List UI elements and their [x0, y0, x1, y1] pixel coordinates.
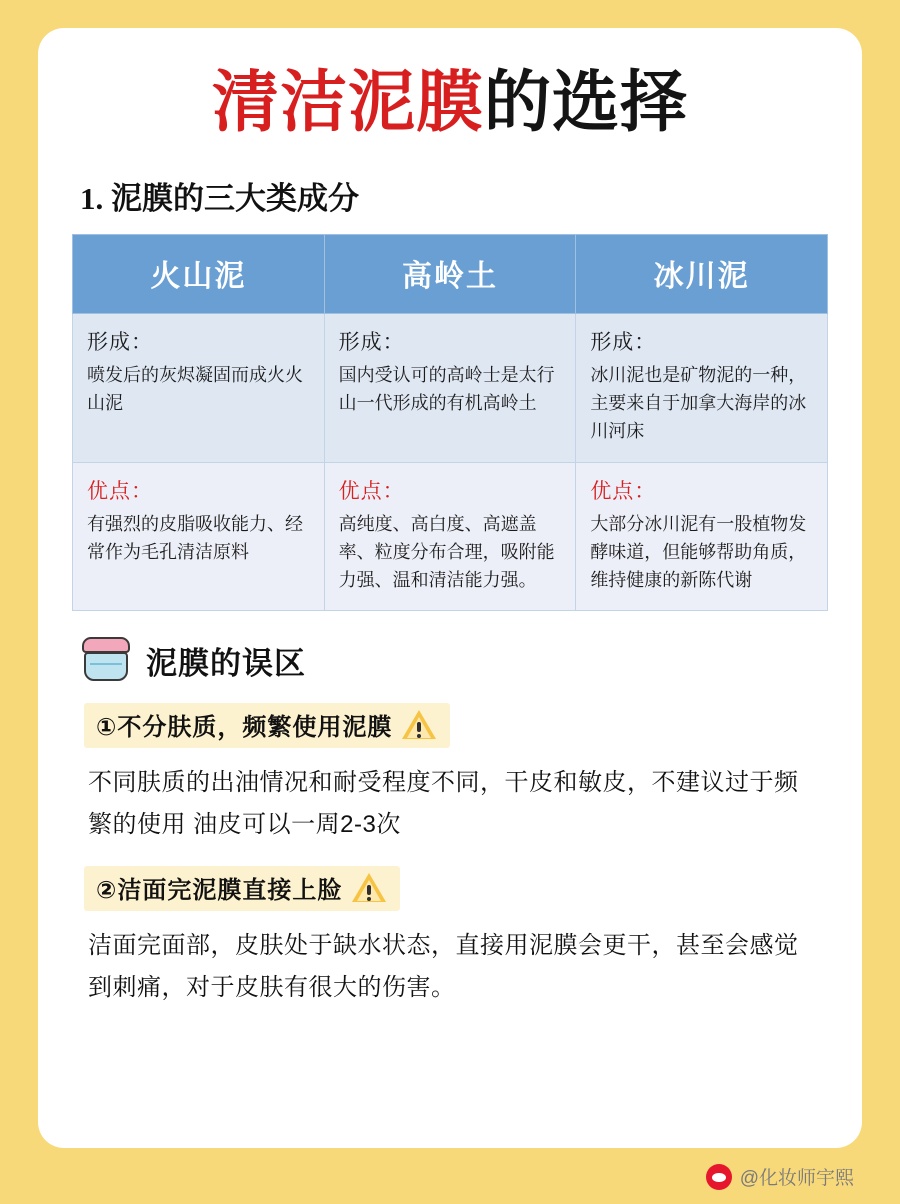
section-1-heading: 1. 泥膜的三大类成分 — [80, 181, 359, 217]
misconception-tip-2-text: ②洁面完泥膜直接上脸 — [96, 877, 343, 905]
section-2 — [70, 637, 830, 1009]
table-cell-formation-glacial — [576, 314, 828, 463]
warning-triangle-icon — [402, 710, 436, 740]
cream-jar-icon — [80, 637, 132, 683]
page-title — [70, 64, 830, 141]
warning-triangle-icon — [352, 873, 386, 903]
cell-label-formation: 形成： — [590, 331, 657, 355]
cell-label-formation: 形成： — [338, 331, 405, 355]
page-title-highlight: 清洁泥膜 — [212, 65, 484, 140]
clay-mask-ingredients-table — [72, 234, 828, 611]
table-cell-merit-kaolin — [324, 462, 576, 611]
table-column-header-glacial: 冰川泥 — [576, 235, 828, 314]
page-title-rest: 的选择 — [484, 65, 688, 140]
section-2-heading — [80, 637, 830, 683]
cell-body: 国内受认可的高岭士是太行山一代形成的有机高岭土 — [338, 365, 555, 413]
poster-card — [38, 28, 862, 1148]
cell-body: 有强烈的皮脂吸收能力、经常作为毛孔清洁原料 — [87, 513, 303, 562]
table-cell-merit-glacial — [576, 462, 828, 611]
weibo-icon — [706, 1164, 732, 1190]
misconception-body-2: 洁面完面部，皮肤处于缺水状态，直接用泥膜会更干，甚至会感觉到刺痛，对于皮肤有很大的伤害。 — [88, 932, 799, 1002]
table-header-row — [73, 235, 828, 314]
section-2-title: 泥膜的误区 — [146, 645, 306, 681]
cell-label-merit: 优点： — [87, 479, 153, 503]
misconception-tip-1 — [84, 703, 450, 748]
cell-body: 大部分冰川泥有一股植物发酵味道，但能够帮助角质，维持健康的新陈代谢 — [590, 513, 807, 590]
table-row — [73, 462, 828, 611]
cell-body: 喷发后的灰烬凝固而成火火山泥 — [87, 365, 303, 413]
table-cell-merit-volcanic — [73, 462, 325, 611]
footer-handle: @化妆师宇熙 — [739, 1168, 854, 1189]
table-column-header-kaolin: 高岭土 — [324, 235, 576, 314]
footer-attribution — [706, 1163, 854, 1190]
misconception-tip-2 — [84, 866, 400, 911]
cell-body: 高纯度、高白度、高遮盖率、粒度分布合理，吸附能力强、温和清洁能力强。 — [338, 513, 555, 590]
table-cell-formation-volcanic — [73, 314, 325, 463]
table-cell-formation-kaolin — [324, 314, 576, 463]
table-column-header-volcanic: 火山泥 — [73, 235, 325, 314]
misconception-body-1: 不同肤质的出油情况和耐受程度不同，干皮和敏皮，不建议过于频繁的使用 油皮可以一周2-3次 — [88, 769, 799, 839]
cell-body: 冰川泥也是矿物泥的一种，主要来自于加拿大海岸的冰川河床 — [590, 365, 807, 441]
table-row — [73, 314, 828, 463]
cell-label-merit: 优点： — [590, 479, 657, 503]
cell-label-formation: 形成： — [87, 331, 153, 355]
cell-label-merit: 优点： — [338, 479, 405, 503]
misconception-tip-1-text: ①不分肤质，频繁使用泥膜 — [96, 714, 393, 742]
